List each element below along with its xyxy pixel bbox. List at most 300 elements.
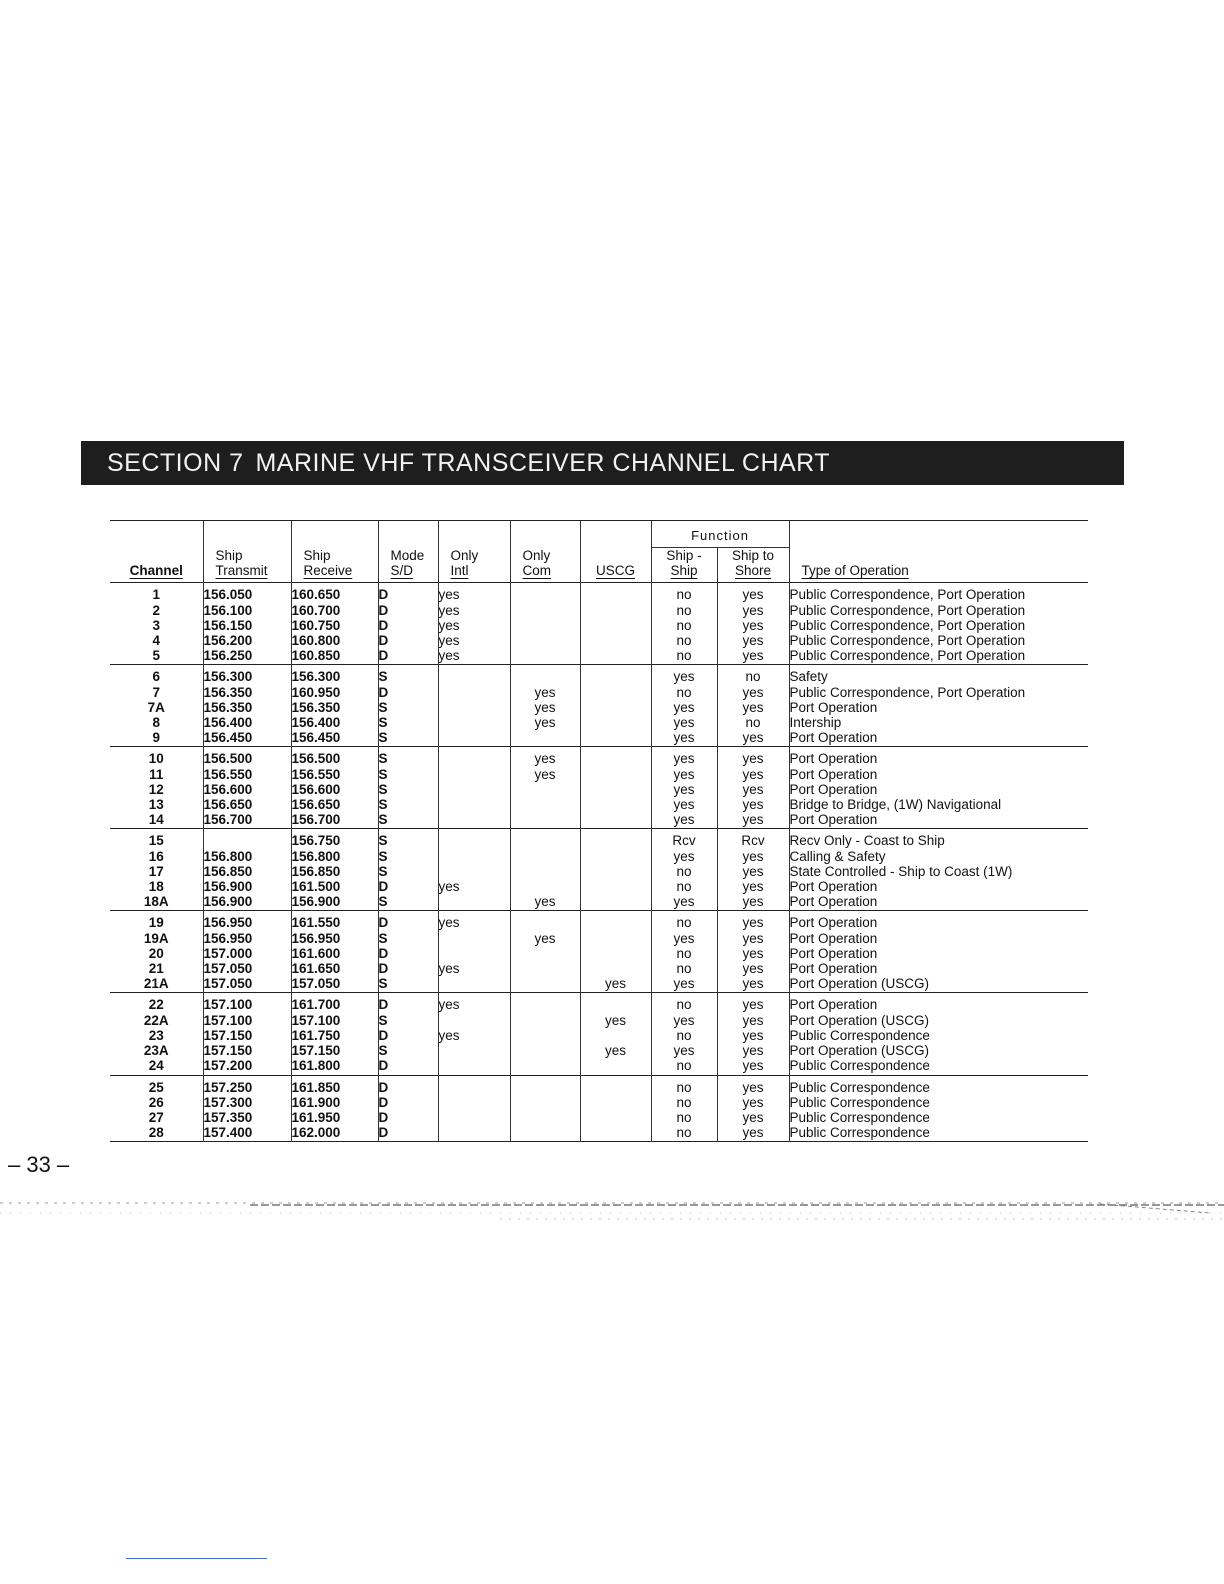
table-row xyxy=(110,648,1088,665)
ship-shore-cell: yes xyxy=(717,685,789,700)
uscg-cell xyxy=(580,797,651,812)
mode-cell: S xyxy=(378,782,438,797)
ship-ship-cell: yes xyxy=(651,767,717,782)
only-intl-cell xyxy=(438,1058,510,1075)
ship-transmit-cell xyxy=(203,829,291,849)
only-com-cell xyxy=(510,618,580,633)
ship-transmit-cell: 156.300 xyxy=(203,665,291,685)
channel-chart-table xyxy=(110,520,1088,1142)
only-com-cell: yes xyxy=(510,931,580,946)
mode-cell: S xyxy=(378,931,438,946)
ship-ship-cell: yes xyxy=(651,700,717,715)
ship-transmit-header: Ship Transmit xyxy=(203,548,291,583)
mode-cell: D xyxy=(378,583,438,603)
ship-transmit-cell: 156.400 xyxy=(203,715,291,730)
ship-receive-cell: 161.950 xyxy=(291,1110,378,1125)
ship-transmit-cell: 156.350 xyxy=(203,685,291,700)
channel-cell: 21A xyxy=(143,976,169,992)
ship-shore-cell: yes xyxy=(717,911,789,931)
ship-receive-cell: 160.750 xyxy=(291,618,378,633)
table-row xyxy=(110,747,1088,767)
uscg-cell xyxy=(580,685,651,700)
ship-transmit-cell: 157.100 xyxy=(203,993,291,1013)
ship-shore-cell: yes xyxy=(717,797,789,812)
ship-ship-cell: no xyxy=(651,993,717,1013)
ship-ship-cell: yes xyxy=(651,1013,717,1028)
mode-header: Mode S/D xyxy=(378,548,438,583)
table-row xyxy=(110,931,1088,946)
ship-shore-cell: yes xyxy=(717,879,789,894)
ship-shore-cell: yes xyxy=(717,1095,789,1110)
only-com-cell xyxy=(510,993,580,1013)
table-row xyxy=(110,603,1088,618)
only-intl-cell: yes xyxy=(438,993,510,1013)
only-com-cell xyxy=(510,1058,580,1075)
ship-receive-cell: 156.850 xyxy=(291,864,378,879)
channel-cell: 27 xyxy=(148,1109,164,1125)
type-of-operation-cell: Port Operation xyxy=(789,730,1088,747)
type-of-operation-cell: Port Operation (USCG) xyxy=(789,976,1088,993)
mode-cell: S xyxy=(378,849,438,864)
type-of-operation-cell: Port Operation xyxy=(789,946,1088,961)
mode-cell: D xyxy=(378,633,438,648)
only-intl-cell: yes xyxy=(438,879,510,894)
mode-cell: S xyxy=(378,894,438,911)
channel-header: Channel xyxy=(129,563,183,579)
ship-ship-cell: yes xyxy=(651,715,717,730)
ship-receive-cell: 157.050 xyxy=(291,976,378,993)
only-intl-cell: yes xyxy=(438,1028,510,1043)
mode-cell: D xyxy=(378,685,438,700)
uscg-cell xyxy=(580,782,651,797)
channel-cell: 19A xyxy=(143,930,169,946)
ship-receive-cell: 156.800 xyxy=(291,849,378,864)
type-of-operation-cell: Public Correspondence xyxy=(789,1110,1088,1125)
only-intl-cell xyxy=(438,665,510,685)
only-com-cell xyxy=(510,849,580,864)
ship-ship-cell: no xyxy=(651,603,717,618)
channel-cell: 8 xyxy=(152,715,160,731)
channel-cell: 21 xyxy=(148,961,164,977)
ship-ship-cell: no xyxy=(651,879,717,894)
ship-receive-cell: 156.400 xyxy=(291,715,378,730)
channel-cell: 2 xyxy=(152,602,160,618)
ship-transmit-cell: 156.100 xyxy=(203,603,291,618)
ship-receive-cell: 161.500 xyxy=(291,879,378,894)
only-intl-cell xyxy=(438,730,510,747)
type-of-operation-cell: Public Correspondence, Port Operation xyxy=(789,583,1088,603)
ship-receive-cell: 156.300 xyxy=(291,665,378,685)
only-intl-cell xyxy=(438,829,510,849)
only-intl-cell xyxy=(438,894,510,911)
type-of-operation-cell: Port Operation xyxy=(789,700,1088,715)
ship-ship-cell: yes xyxy=(651,894,717,911)
type-of-operation-cell: Port Operation (USCG) xyxy=(789,1013,1088,1028)
channel-cell: 7 xyxy=(152,684,160,700)
channel-cell: 16 xyxy=(148,848,164,864)
table-row xyxy=(110,976,1088,993)
ship-transmit-cell: 157.300 xyxy=(203,1095,291,1110)
ship-receive-cell: 161.750 xyxy=(291,1028,378,1043)
only-com-cell xyxy=(510,946,580,961)
ship-transmit-cell: 156.950 xyxy=(203,931,291,946)
channel-cell: 28 xyxy=(148,1125,164,1141)
only-com-cell xyxy=(510,976,580,993)
only-com-cell xyxy=(510,648,580,665)
only-com-cell: yes xyxy=(510,715,580,730)
channel-cell: 18 xyxy=(148,879,164,895)
ship-receive-cell: 160.650 xyxy=(291,583,378,603)
only-intl-cell xyxy=(438,931,510,946)
only-intl-cell xyxy=(438,747,510,767)
table-row xyxy=(110,767,1088,782)
ship-ship-cell: no xyxy=(651,1095,717,1110)
mode-cell: D xyxy=(378,1095,438,1110)
channel-group xyxy=(110,829,1088,911)
ship-shore-cell: yes xyxy=(717,946,789,961)
channel-cell: 4 xyxy=(152,633,160,649)
channel-cell: 5 xyxy=(152,648,160,664)
ship-ship-cell: Rcv xyxy=(651,829,717,849)
channel-cell: 10 xyxy=(148,751,164,767)
ship-transmit-cell: 156.650 xyxy=(203,797,291,812)
type-of-operation-cell: Port Operation xyxy=(789,782,1088,797)
ship-ship-cell: yes xyxy=(651,782,717,797)
mode-cell: S xyxy=(378,1043,438,1058)
ship-receive-cell: 156.900 xyxy=(291,894,378,911)
channel-cell: 24 xyxy=(148,1058,164,1074)
ship-transmit-cell: 157.050 xyxy=(203,976,291,993)
ship-ship-cell: yes xyxy=(651,797,717,812)
table-row xyxy=(110,1110,1088,1125)
only-com-cell xyxy=(510,665,580,685)
ship-shore-cell: yes xyxy=(717,633,789,648)
only-com-cell xyxy=(510,879,580,894)
ship-ship-cell: no xyxy=(651,618,717,633)
ship-shore-cell: yes xyxy=(717,849,789,864)
ship-transmit-cell: 156.850 xyxy=(203,864,291,879)
table-header xyxy=(110,521,1088,583)
table-row xyxy=(110,961,1088,976)
mode-cell: D xyxy=(378,1028,438,1043)
type-of-operation-cell: Port Operation (USCG) xyxy=(789,1043,1088,1058)
ship-shore-cell: yes xyxy=(717,1028,789,1043)
type-of-operation-cell: Port Operation xyxy=(789,812,1088,829)
ship-transmit-cell: 156.500 xyxy=(203,747,291,767)
channel-group xyxy=(110,911,1088,993)
channel-cell: 23 xyxy=(148,1027,164,1043)
channel-cell: 3 xyxy=(152,617,160,633)
channel-cell: 26 xyxy=(148,1094,164,1110)
ship-ship-cell: no xyxy=(651,1028,717,1043)
channel-cell: 1 xyxy=(152,587,160,603)
ship-transmit-cell: 156.900 xyxy=(203,894,291,911)
type-of-operation-cell: Calling & Safety xyxy=(789,849,1088,864)
mode-cell: D xyxy=(378,618,438,633)
ship-shore-cell: yes xyxy=(717,894,789,911)
uscg-cell xyxy=(580,618,651,633)
ship-ship-header: Ship - Ship xyxy=(651,548,717,583)
table-row xyxy=(110,1013,1088,1028)
uscg-cell xyxy=(580,931,651,946)
uscg-cell xyxy=(580,812,651,829)
type-of-operation-cell: Public Correspondence, Port Operation xyxy=(789,618,1088,633)
ship-ship-cell: no xyxy=(651,685,717,700)
table-row xyxy=(110,812,1088,829)
ship-shore-cell: yes xyxy=(717,618,789,633)
uscg-cell xyxy=(580,583,651,603)
ship-transmit-cell: 156.350 xyxy=(203,700,291,715)
ship-shore-cell: yes xyxy=(717,583,789,603)
mode-cell: D xyxy=(378,1058,438,1075)
type-of-operation-cell: State Controlled - Ship to Coast (1W) xyxy=(789,864,1088,879)
channel-cell: 13 xyxy=(148,797,164,813)
ship-shore-cell: yes xyxy=(717,993,789,1013)
channel-cell: 14 xyxy=(148,812,164,828)
ship-shore-cell: yes xyxy=(717,747,789,767)
only-com-cell xyxy=(510,864,580,879)
ship-ship-cell: yes xyxy=(651,1043,717,1058)
mode-cell: S xyxy=(378,665,438,685)
ship-receive-cell: 156.700 xyxy=(291,812,378,829)
only-com-cell xyxy=(510,1075,580,1095)
only-com-cell: yes xyxy=(510,685,580,700)
mode-cell: S xyxy=(378,797,438,812)
uscg-cell xyxy=(580,700,651,715)
only-intl-cell xyxy=(438,864,510,879)
type-of-operation-cell: Public Correspondence xyxy=(789,1125,1088,1142)
table-row xyxy=(110,797,1088,812)
type-of-operation-cell: Port Operation xyxy=(789,894,1088,911)
channel-cell: 25 xyxy=(148,1079,164,1095)
type-of-operation-cell: Public Correspondence xyxy=(789,1058,1088,1075)
table-row xyxy=(110,849,1088,864)
table-row xyxy=(110,864,1088,879)
only-com-cell xyxy=(510,812,580,829)
type-of-operation-cell: Safety xyxy=(789,665,1088,685)
ship-receive-cell: 161.650 xyxy=(291,961,378,976)
ship-shore-cell: yes xyxy=(717,603,789,618)
ship-ship-cell: no xyxy=(651,1110,717,1125)
only-com-cell xyxy=(510,633,580,648)
uscg-cell xyxy=(580,1125,651,1142)
ship-transmit-cell: 156.200 xyxy=(203,633,291,648)
uscg-cell xyxy=(580,730,651,747)
channel-cell: 11 xyxy=(149,766,164,782)
mode-cell: S xyxy=(378,730,438,747)
ship-shore-cell: Rcv xyxy=(717,829,789,849)
only-intl-cell: yes xyxy=(438,648,510,665)
ship-ship-cell: yes xyxy=(651,976,717,993)
only-com-cell: yes xyxy=(510,700,580,715)
type-of-operation-cell: Port Operation xyxy=(789,993,1088,1013)
ship-shore-cell: yes xyxy=(717,648,789,665)
type-of-operation-header: Type of Operation xyxy=(789,548,1088,583)
table-row xyxy=(110,618,1088,633)
ship-receive-cell: 156.550 xyxy=(291,767,378,782)
uscg-cell xyxy=(580,829,651,849)
only-com-header: Only Com xyxy=(510,548,580,583)
ship-receive-cell: 161.600 xyxy=(291,946,378,961)
ship-transmit-cell: 156.800 xyxy=(203,849,291,864)
table-row xyxy=(110,633,1088,648)
ship-receive-cell: 161.550 xyxy=(291,911,378,931)
type-of-operation-cell: Public Correspondence, Port Operation xyxy=(789,603,1088,618)
table-row xyxy=(110,700,1088,715)
type-of-operation-cell: Bridge to Bridge, (1W) Navigational xyxy=(789,797,1088,812)
uscg-cell xyxy=(580,864,651,879)
only-com-cell xyxy=(510,1110,580,1125)
only-intl-cell xyxy=(438,767,510,782)
mode-cell: S xyxy=(378,812,438,829)
ship-receive-cell: 156.750 xyxy=(291,829,378,849)
only-intl-cell xyxy=(438,812,510,829)
ship-shore-header: Ship to Shore xyxy=(717,548,789,583)
table-row xyxy=(110,583,1088,603)
ship-transmit-cell: 156.950 xyxy=(203,911,291,931)
only-intl-cell xyxy=(438,782,510,797)
uscg-cell xyxy=(580,1110,651,1125)
ship-transmit-cell: 157.200 xyxy=(203,1058,291,1075)
uscg-cell xyxy=(580,849,651,864)
channel-cell: 12 xyxy=(148,781,164,797)
only-com-cell xyxy=(510,603,580,618)
function-header: Function xyxy=(651,521,789,548)
ship-receive-cell: 161.800 xyxy=(291,1058,378,1075)
type-of-operation-cell: Public Correspondence xyxy=(789,1095,1088,1110)
page-number: – 33 – xyxy=(8,1152,70,1177)
uscg-cell xyxy=(580,911,651,931)
ship-receive-cell: 156.500 xyxy=(291,747,378,767)
only-com-cell xyxy=(510,1013,580,1028)
channel-group xyxy=(110,993,1088,1075)
ship-ship-cell: yes xyxy=(651,931,717,946)
only-com-cell: yes xyxy=(510,894,580,911)
type-of-operation-cell: Port Operation xyxy=(789,961,1088,976)
channel-cell: 17 xyxy=(148,863,164,879)
table-row xyxy=(110,879,1088,894)
uscg-cell xyxy=(580,648,651,665)
uscg-cell xyxy=(580,1095,651,1110)
table-row xyxy=(110,685,1088,700)
ship-shore-cell: yes xyxy=(717,864,789,879)
mode-cell: D xyxy=(378,648,438,665)
ship-shore-cell: yes xyxy=(717,782,789,797)
only-intl-cell xyxy=(438,946,510,961)
ship-shore-cell: yes xyxy=(717,812,789,829)
uscg-cell xyxy=(580,633,651,648)
ship-transmit-cell: 157.100 xyxy=(203,1013,291,1028)
only-com-cell xyxy=(510,961,580,976)
type-of-operation-cell: Recv Only - Coast to Ship xyxy=(789,829,1088,849)
uscg-cell xyxy=(580,961,651,976)
channel-cell: 20 xyxy=(148,945,164,961)
mode-cell: S xyxy=(378,747,438,767)
ship-shore-cell: yes xyxy=(717,931,789,946)
only-com-cell xyxy=(510,782,580,797)
mode-cell: S xyxy=(378,976,438,993)
ship-ship-cell: yes xyxy=(651,849,717,864)
section-title: MARINE VHF TRANSCEIVER CHANNEL CHART xyxy=(255,449,831,477)
ship-transmit-cell: 156.050 xyxy=(203,583,291,603)
only-com-cell xyxy=(510,1125,580,1142)
channel-group xyxy=(110,665,1088,747)
uscg-cell xyxy=(580,993,651,1013)
type-of-operation-cell: Public Correspondence xyxy=(789,1028,1088,1043)
mode-cell: D xyxy=(378,603,438,618)
uscg-cell xyxy=(580,767,651,782)
ship-shore-cell: yes xyxy=(717,1013,789,1028)
ship-transmit-cell: 156.900 xyxy=(203,879,291,894)
only-intl-cell xyxy=(438,1110,510,1125)
only-intl-cell: yes xyxy=(438,618,510,633)
ship-receive-cell: 160.850 xyxy=(291,648,378,665)
ship-receive-cell: 156.350 xyxy=(291,700,378,715)
channel-cell: 9 xyxy=(152,730,160,746)
type-of-operation-cell: Port Operation xyxy=(789,747,1088,767)
ship-ship-cell: no xyxy=(651,911,717,931)
uscg-cell xyxy=(580,1075,651,1095)
ship-receive-cell: 157.150 xyxy=(291,1043,378,1058)
ship-shore-cell: yes xyxy=(717,1110,789,1125)
only-com-cell: yes xyxy=(510,767,580,782)
channel-group xyxy=(110,747,1088,829)
only-intl-cell: yes xyxy=(438,583,510,603)
only-intl-cell: yes xyxy=(438,603,510,618)
only-intl-cell: yes xyxy=(438,911,510,931)
uscg-cell xyxy=(580,747,651,767)
ship-ship-cell: yes xyxy=(651,747,717,767)
type-of-operation-cell: Port Operation xyxy=(789,931,1088,946)
ship-receive-cell: 156.600 xyxy=(291,782,378,797)
bottom-edge-line xyxy=(126,1558,267,1559)
ship-ship-cell: no xyxy=(651,946,717,961)
type-of-operation-cell: Public Correspondence, Port Operation xyxy=(789,648,1088,665)
ship-ship-cell: no xyxy=(651,864,717,879)
ship-ship-cell: no xyxy=(651,583,717,603)
channel-cell: 6 xyxy=(152,669,160,685)
mode-cell: S xyxy=(378,864,438,879)
ship-ship-cell: yes xyxy=(651,730,717,747)
channel-group xyxy=(110,1075,1088,1142)
ship-ship-cell: no xyxy=(651,1075,717,1095)
only-intl-cell xyxy=(438,1013,510,1028)
type-of-operation-cell: Public Correspondence, Port Operation xyxy=(789,633,1088,648)
channel-group xyxy=(110,583,1088,665)
ship-transmit-cell: 156.700 xyxy=(203,812,291,829)
ship-receive-cell: 160.950 xyxy=(291,685,378,700)
channel-cell: 18A xyxy=(143,894,169,910)
only-intl-cell xyxy=(438,1075,510,1095)
uscg-cell xyxy=(580,715,651,730)
ship-receive-cell: 160.700 xyxy=(291,603,378,618)
ship-ship-cell: no xyxy=(651,633,717,648)
uscg-cell xyxy=(580,1058,651,1075)
mode-cell: D xyxy=(378,946,438,961)
table-row xyxy=(110,730,1088,747)
type-of-operation-cell: Port Operation xyxy=(789,911,1088,931)
table-row xyxy=(110,1058,1088,1075)
ship-ship-cell: no xyxy=(651,648,717,665)
mode-cell: D xyxy=(378,993,438,1013)
uscg-cell xyxy=(580,946,651,961)
only-com-cell: yes xyxy=(510,747,580,767)
uscg-header: USCG xyxy=(580,548,651,583)
ship-shore-cell: yes xyxy=(717,1043,789,1058)
only-intl-cell xyxy=(438,797,510,812)
ship-transmit-cell: 157.050 xyxy=(203,961,291,976)
only-intl-cell xyxy=(438,1043,510,1058)
